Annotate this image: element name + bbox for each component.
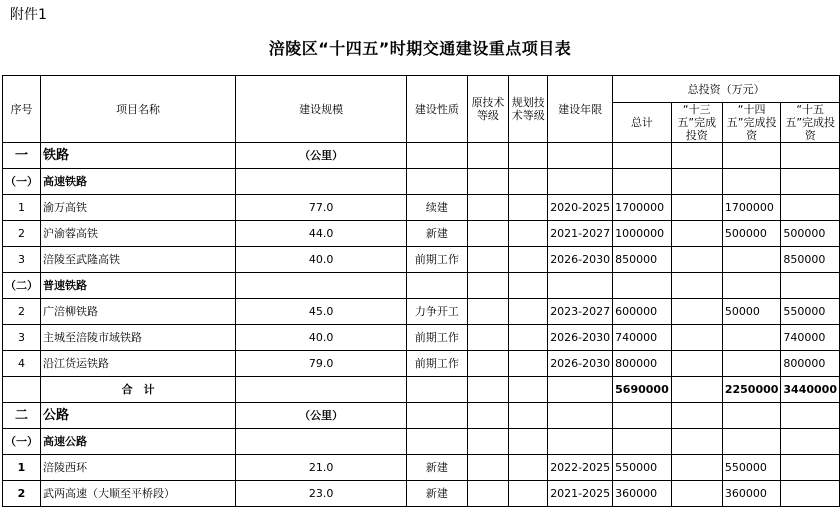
cell-period bbox=[548, 403, 613, 429]
cell-p14: 360000 bbox=[722, 481, 781, 507]
cell-plan bbox=[509, 377, 548, 403]
cell-nature bbox=[407, 403, 467, 429]
cell-period bbox=[548, 169, 613, 195]
cell-scale: 21.0 bbox=[236, 455, 407, 481]
cell-nature: 前期工作 bbox=[407, 247, 467, 273]
cell-name: 广涪柳铁路 bbox=[41, 299, 236, 325]
cell-orig bbox=[467, 169, 509, 195]
cell-p15: 800000 bbox=[781, 351, 840, 377]
cell-nature: 新建 bbox=[407, 221, 467, 247]
cell-p15 bbox=[781, 273, 840, 299]
cell-p15 bbox=[781, 481, 840, 507]
cell-name: 沿江货运铁路 bbox=[41, 351, 236, 377]
cell-orig bbox=[467, 247, 509, 273]
cell-period: 2022-2025 bbox=[548, 455, 613, 481]
cell-orig bbox=[467, 377, 509, 403]
cell-p15: 740000 bbox=[781, 325, 840, 351]
cell-period: 2026-2030 bbox=[548, 351, 613, 377]
cell-p15 bbox=[781, 195, 840, 221]
cell-p14: 550000 bbox=[722, 455, 781, 481]
cell-scale: 40.0 bbox=[236, 247, 407, 273]
header-total: 总计 bbox=[613, 103, 672, 143]
cell-name: 公路 bbox=[41, 403, 236, 429]
cell-name: 铁路 bbox=[41, 143, 236, 169]
cell-plan bbox=[509, 351, 548, 377]
cell-scale bbox=[236, 429, 407, 455]
cell-p13 bbox=[671, 455, 722, 481]
cell-name: 普速铁路 bbox=[41, 273, 236, 299]
cell-p14: 500000 bbox=[722, 221, 781, 247]
cell-p15: 500000 bbox=[781, 221, 840, 247]
header-nature: 建设性质 bbox=[407, 76, 467, 143]
cell-plan bbox=[509, 403, 548, 429]
cell-p13 bbox=[671, 143, 722, 169]
cell-plan bbox=[509, 455, 548, 481]
cell-total: 1700000 bbox=[613, 195, 672, 221]
cell-p14: 50000 bbox=[722, 299, 781, 325]
table-row bbox=[3, 351, 840, 377]
cell-scale: 40.0 bbox=[236, 325, 407, 351]
table-row bbox=[3, 221, 840, 247]
cell-nature: 新建 bbox=[407, 455, 467, 481]
cell-seq: 一 bbox=[3, 143, 41, 169]
cell-p13 bbox=[671, 195, 722, 221]
cell-scale bbox=[236, 273, 407, 299]
cell-plan bbox=[509, 429, 548, 455]
cell-p14 bbox=[722, 325, 781, 351]
cell-name: 合 计 bbox=[41, 377, 236, 403]
table-row bbox=[3, 403, 840, 429]
cell-plan bbox=[509, 143, 548, 169]
cell-nature bbox=[407, 429, 467, 455]
cell-scale: 79.0 bbox=[236, 351, 407, 377]
cell-p13 bbox=[671, 221, 722, 247]
cell-nature bbox=[407, 143, 467, 169]
cell-p14 bbox=[722, 273, 781, 299]
table-row bbox=[3, 273, 840, 299]
cell-total bbox=[613, 273, 672, 299]
cell-p14: 1700000 bbox=[722, 195, 781, 221]
cell-p13 bbox=[671, 377, 722, 403]
cell-period: 2023-2027 bbox=[548, 299, 613, 325]
cell-seq: 1 bbox=[3, 455, 41, 481]
cell-seq: （一） bbox=[3, 169, 41, 195]
cell-scale: 44.0 bbox=[236, 221, 407, 247]
cell-period bbox=[548, 429, 613, 455]
cell-orig bbox=[467, 195, 509, 221]
cell-seq: （一） bbox=[3, 429, 41, 455]
cell-p13 bbox=[671, 351, 722, 377]
cell-p14 bbox=[722, 247, 781, 273]
cell-p15: 550000 bbox=[781, 299, 840, 325]
cell-p13 bbox=[671, 481, 722, 507]
cell-total bbox=[613, 143, 672, 169]
cell-p14 bbox=[722, 143, 781, 169]
cell-p15 bbox=[781, 403, 840, 429]
table-row bbox=[3, 247, 840, 273]
cell-seq bbox=[3, 377, 41, 403]
cell-nature: 力争开工 bbox=[407, 299, 467, 325]
cell-total: 600000 bbox=[613, 299, 672, 325]
table-row bbox=[3, 377, 840, 403]
cell-p15 bbox=[781, 455, 840, 481]
cell-seq: 3 bbox=[3, 325, 41, 351]
cell-nature: 前期工作 bbox=[407, 351, 467, 377]
header-p13: “十三五”完成投资 bbox=[671, 103, 722, 143]
header-total-invest: 总投资（万元） bbox=[613, 76, 840, 103]
cell-period: 2020-2025 bbox=[548, 195, 613, 221]
header-name: 项目名称 bbox=[41, 76, 236, 143]
cell-orig bbox=[467, 299, 509, 325]
attachment-label: 附件1 bbox=[10, 7, 47, 23]
header-orig-grade: 原技术等级 bbox=[467, 76, 509, 143]
cell-p15 bbox=[781, 143, 840, 169]
cell-scale: （公里） bbox=[236, 403, 407, 429]
cell-name: 高速铁路 bbox=[41, 169, 236, 195]
header-plan-grade: 规划技术等级 bbox=[509, 76, 548, 143]
cell-plan bbox=[509, 325, 548, 351]
cell-p14: 2250000 bbox=[722, 377, 781, 403]
cell-total: 800000 bbox=[613, 351, 672, 377]
page-title: 涪陵区“十四五”时期交通建设重点项目表 bbox=[268, 39, 572, 58]
cell-seq: 2 bbox=[3, 481, 41, 507]
cell-p13 bbox=[671, 429, 722, 455]
cell-name: 主城至涪陵市域铁路 bbox=[41, 325, 236, 351]
table-row bbox=[3, 429, 840, 455]
cell-nature: 前期工作 bbox=[407, 325, 467, 351]
cell-p14 bbox=[722, 169, 781, 195]
cell-scale: 77.0 bbox=[236, 195, 407, 221]
cell-scale bbox=[236, 377, 407, 403]
cell-name: 武两高速（大顺至平桥段） bbox=[41, 481, 236, 507]
table-row bbox=[3, 143, 840, 169]
table-row bbox=[3, 299, 840, 325]
cell-total bbox=[613, 169, 672, 195]
cell-name: 沪渝蓉高铁 bbox=[41, 221, 236, 247]
cell-nature: 续建 bbox=[407, 195, 467, 221]
header-scale: 建设规模 bbox=[236, 76, 407, 143]
cell-total bbox=[613, 403, 672, 429]
cell-p15: 3440000 bbox=[781, 377, 840, 403]
cell-period: 2026-2030 bbox=[548, 325, 613, 351]
cell-orig bbox=[467, 429, 509, 455]
cell-nature: 新建 bbox=[407, 481, 467, 507]
cell-plan bbox=[509, 169, 548, 195]
cell-p13 bbox=[671, 299, 722, 325]
cell-scale: 45.0 bbox=[236, 299, 407, 325]
cell-seq: 1 bbox=[3, 195, 41, 221]
cell-orig bbox=[467, 481, 509, 507]
cell-p14 bbox=[722, 429, 781, 455]
table-row bbox=[3, 455, 840, 481]
cell-p13 bbox=[671, 403, 722, 429]
cell-total: 1000000 bbox=[613, 221, 672, 247]
cell-orig bbox=[467, 351, 509, 377]
cell-p13 bbox=[671, 325, 722, 351]
cell-period: 2021-2025 bbox=[548, 481, 613, 507]
cell-nature bbox=[407, 273, 467, 299]
cell-scale bbox=[236, 169, 407, 195]
cell-scale: （公里） bbox=[236, 143, 407, 169]
cell-total bbox=[613, 429, 672, 455]
cell-p13 bbox=[671, 169, 722, 195]
cell-p14 bbox=[722, 403, 781, 429]
cell-p13 bbox=[671, 273, 722, 299]
cell-orig bbox=[467, 325, 509, 351]
header-p14: “十四五”完成投资 bbox=[722, 103, 781, 143]
table-row bbox=[3, 325, 840, 351]
cell-seq: 2 bbox=[3, 299, 41, 325]
cell-seq: 2 bbox=[3, 221, 41, 247]
cell-plan bbox=[509, 195, 548, 221]
cell-period: 2021-2027 bbox=[548, 221, 613, 247]
cell-name: 渝万高铁 bbox=[41, 195, 236, 221]
cell-plan bbox=[509, 481, 548, 507]
header-seq: 序号 bbox=[3, 76, 41, 143]
cell-total: 5690000 bbox=[613, 377, 672, 403]
cell-total: 740000 bbox=[613, 325, 672, 351]
cell-nature bbox=[407, 377, 467, 403]
header-period: 建设年限 bbox=[548, 76, 613, 143]
cell-p13 bbox=[671, 247, 722, 273]
cell-period bbox=[548, 143, 613, 169]
cell-orig bbox=[467, 273, 509, 299]
cell-seq: 4 bbox=[3, 351, 41, 377]
cell-name: 高速公路 bbox=[41, 429, 236, 455]
cell-period bbox=[548, 273, 613, 299]
cell-orig bbox=[467, 403, 509, 429]
cell-p15 bbox=[781, 169, 840, 195]
cell-orig bbox=[467, 221, 509, 247]
cell-seq: 二 bbox=[3, 403, 41, 429]
cell-period bbox=[548, 377, 613, 403]
cell-plan bbox=[509, 273, 548, 299]
cell-orig bbox=[467, 455, 509, 481]
cell-p15: 850000 bbox=[781, 247, 840, 273]
cell-seq: 3 bbox=[3, 247, 41, 273]
table-row bbox=[3, 481, 840, 507]
cell-total: 360000 bbox=[613, 481, 672, 507]
cell-orig bbox=[467, 143, 509, 169]
cell-plan bbox=[509, 247, 548, 273]
cell-seq: （二） bbox=[3, 273, 41, 299]
project-table bbox=[2, 75, 840, 507]
cell-scale: 23.0 bbox=[236, 481, 407, 507]
cell-plan bbox=[509, 221, 548, 247]
table-row bbox=[3, 195, 840, 221]
cell-p14 bbox=[722, 351, 781, 377]
cell-plan bbox=[509, 299, 548, 325]
cell-p15 bbox=[781, 429, 840, 455]
cell-name: 涪陵至武隆高铁 bbox=[41, 247, 236, 273]
header-p15: “十五五”完成投资 bbox=[781, 103, 840, 143]
table-row bbox=[3, 169, 840, 195]
cell-period: 2026-2030 bbox=[548, 247, 613, 273]
cell-total: 550000 bbox=[613, 455, 672, 481]
cell-name: 涪陵西环 bbox=[41, 455, 236, 481]
cell-nature bbox=[407, 169, 467, 195]
cell-total: 850000 bbox=[613, 247, 672, 273]
